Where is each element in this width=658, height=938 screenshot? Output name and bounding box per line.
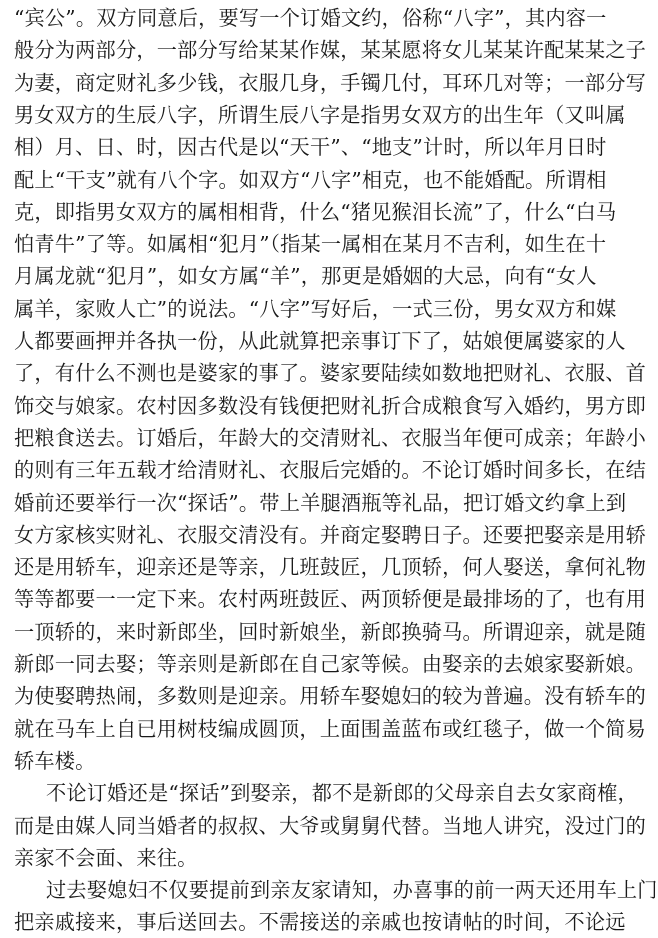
text-line: 配上“干支”就有八个字。如双方“八字”相克，也不能婚配。所谓相 <box>14 167 607 192</box>
text-line: 婚前还要举行一次“探话”。带上羊腿酒瓶等礼品，把订婚文约拿上到 <box>14 490 627 515</box>
text-line: 怕青牛”了等。如属相“犯月”（指某一属相在某月不吉利，如生在十 <box>14 232 607 257</box>
text-line: 的则有三年五载才给清财礼、衣服后完婚的。不论订婚时间多长，在结 <box>14 458 647 483</box>
text-line: 新郎一同去娶；等亲则是新郎在自己家等候。由娶亲的去娘家娶新娘。 <box>14 652 647 676</box>
text-line: 女方家核实财礼、衣服交清没有。并商定娶聘日子。还要把娶亲是用轿 <box>14 522 647 547</box>
text-line: 把亲戚接来，事后送回去。不需接送的亲戚也按请帖的时间，不论远 <box>14 910 626 935</box>
text-line: 等等都要一一定下来。农村两班鼓匠、两顶轿便是最排场的了，也有用 <box>14 587 647 612</box>
text-line: 轿车楼。 <box>14 748 96 773</box>
text-line: 月属龙就“犯月”，如女方属“羊”，那更是婚姻的大忌，向有“女人 <box>14 264 597 289</box>
text-line: 饰交与娘家。农村因多数没有钱便把财礼折合成粮食写入婚约，男方即 <box>14 393 647 418</box>
text-line: 般分为两部分，一部分写给某某作媒，某某愿将女儿某某许配某某之子 <box>14 38 647 63</box>
text-line: 男女双方的生辰八字，所谓生辰八字是指男女双方的出生年（又叫属 <box>14 102 626 127</box>
text-line: 属羊，家败人亡”的说法。“八字”写好后，一式三份，男女双方和媒 <box>14 296 617 321</box>
text-line: 而是由媒人同当婚者的叔叔、大爷或舅舅代替。当地人讲究，没过门的 <box>14 813 647 838</box>
text-line: 亲家不会面、来往。 <box>14 845 198 870</box>
text-line: 一顶轿的，来时新郎坐，回时新娘坐，新郎换骑马。所谓迎亲，就是随 <box>14 619 647 644</box>
text-line: 把粮食送去。订婚后，年龄大的交清财礼、衣服当年便可成亲；年龄小 <box>14 425 647 450</box>
text-line: 了，有什么不测也是婆家的事了。婆家要陆续如数地把财礼、衣服、首 <box>14 361 647 386</box>
text-line: 过去娶媳妇不仅要提前到亲友家请知，办喜事的前一两天还用车上门 <box>46 878 658 903</box>
text-line: “宾公”。双方同意后，要写一个订婚文约，俗称“八字”，其内容一 <box>14 6 607 30</box>
text-line: 就在马车上自已用树枝编成圆顶，上面围盖蓝布或红毯子，做一个简易 <box>14 716 647 741</box>
text-line: 不论订婚还是“探话”到娶亲，都不是新郎的父母亲自去女家商榷， <box>46 781 638 806</box>
text-line: 相）月、日、时，因古代是以“天干”、“地支”计时，所以年月日时 <box>14 135 607 160</box>
text-line: 为使娶聘热闹，多数则是迎亲。用轿车娶媳妇的较为普遍。没有轿车的 <box>14 684 647 709</box>
text-line: 克，即指男女双方的属相相背，什么“猪见猴泪长流”了，什么“白马 <box>14 199 617 224</box>
text-line: 人都要画押并各执一份，从此就算把亲事订下了，姑娘便属婆家的人 <box>14 329 626 353</box>
text-line: 为妻，商定财礼多少钱，衣服几身，手镯几付，耳环几对等；一部分写 <box>14 70 647 95</box>
text-line: 还是用轿车，迎亲还是等亲，几班鼓匠，几顶轿，何人娶送，拿何礼物 <box>14 555 647 580</box>
